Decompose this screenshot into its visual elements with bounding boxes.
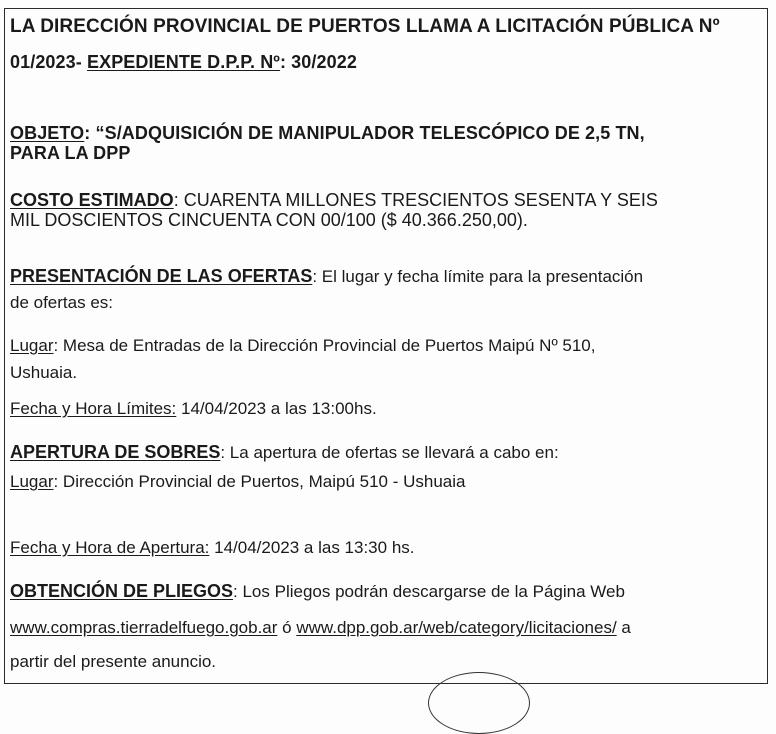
fecha-limite-value: 14/04/2023 a las 13:00hs.	[176, 399, 377, 418]
objeto-text-cont: PARA LA DPP	[10, 143, 131, 163]
presentacion-text-cont: de ofertas es:	[10, 293, 114, 312]
stamp-seal	[428, 672, 530, 734]
expediente-label: EXPEDIENTE D.P.P. Nº	[86, 52, 280, 72]
apertura-lugar-line	[10, 472, 465, 492]
pliegos-line3	[10, 652, 216, 672]
pliegos-tail: a	[616, 618, 631, 637]
lugar-text-cont: Ushuaia.	[10, 363, 78, 382]
presentacion-line1	[10, 266, 643, 287]
notice-title: LA DIRECCIÓN PROVINCIAL DE PUERTOS LLAMA A LICITACIÓN PÚBLICA Nº	[10, 16, 720, 37]
lugar-label: Lugar	[10, 336, 54, 355]
dpp-link[interactable]: www.dpp.gob.ar/web/category/licitaciones/	[296, 618, 617, 637]
apertura-lugar-value: : Dirección Provincial de Puertos, Maipú 510 - Ushuaia	[53, 472, 466, 491]
expediente-value: : 30/2022	[279, 52, 357, 72]
objeto-line2	[10, 143, 130, 164]
lugar-text: : Mesa de Entradas de la Dirección Provincial de Puertos Maipú Nº 510,	[53, 336, 596, 355]
presentacion-line2	[10, 293, 113, 313]
presentacion-lugar-line2	[10, 363, 77, 383]
objeto-text: : “S/ADQUISICIÓN DE MANIPULADOR TELESCÓPICO DE 2,5 TN,	[84, 123, 645, 143]
fecha-apertura-value: 14/04/2023 a las 13:30 hs.	[209, 538, 415, 557]
costo-line1	[10, 190, 658, 211]
presentacion-lugar-line1	[10, 336, 595, 356]
compras-link[interactable]: www.compras.tierradelfuego.gob.ar	[10, 618, 278, 637]
notice-title-line1	[10, 16, 720, 38]
costo-text-cont: MIL DOSCIENTOS CINCUENTA CON 00/100 ($ 40.366.250,00).	[10, 210, 528, 230]
pliegos-text-end: partir del presente anuncio.	[10, 652, 217, 671]
apertura-text: : La apertura de ofertas se llevará a cabo en:	[220, 443, 559, 462]
fecha-limite-label: Fecha y Hora Límites:	[10, 399, 177, 418]
pliegos-label: OBTENCIÓN DE PLIEGOS	[10, 581, 234, 601]
costo-text: : CUARENTA MILLONES TRESCIENTOS SESENTA Y SEIS	[173, 190, 658, 210]
objeto-label: OBJETO	[10, 123, 85, 143]
presentacion-label: PRESENTACIÓN DE LAS OFERTAS	[10, 266, 313, 286]
apertura-line1	[10, 442, 559, 463]
pliegos-line1	[10, 581, 625, 602]
apertura-lugar-label: Lugar	[10, 472, 54, 491]
fecha-apertura-label: Fecha y Hora de Apertura:	[10, 538, 210, 557]
pliegos-text: : Los Pliegos podrán descargarse de la Página Web	[233, 582, 625, 601]
apertura-label: APERTURA DE SOBRES	[10, 442, 221, 462]
costo-label: COSTO ESTIMADO	[10, 190, 174, 210]
fecha-apertura-line	[10, 538, 415, 558]
licitacion-number: 01/2023-	[10, 52, 82, 72]
fecha-limite-line	[10, 399, 377, 419]
pliegos-line2	[10, 618, 631, 638]
presentacion-text: : El lugar y fecha límite para la presentación	[312, 267, 644, 286]
objeto-line1	[10, 123, 762, 144]
costo-line2	[10, 210, 528, 231]
notice-title-line2	[10, 52, 357, 73]
pliegos-connector: ó	[277, 618, 297, 637]
